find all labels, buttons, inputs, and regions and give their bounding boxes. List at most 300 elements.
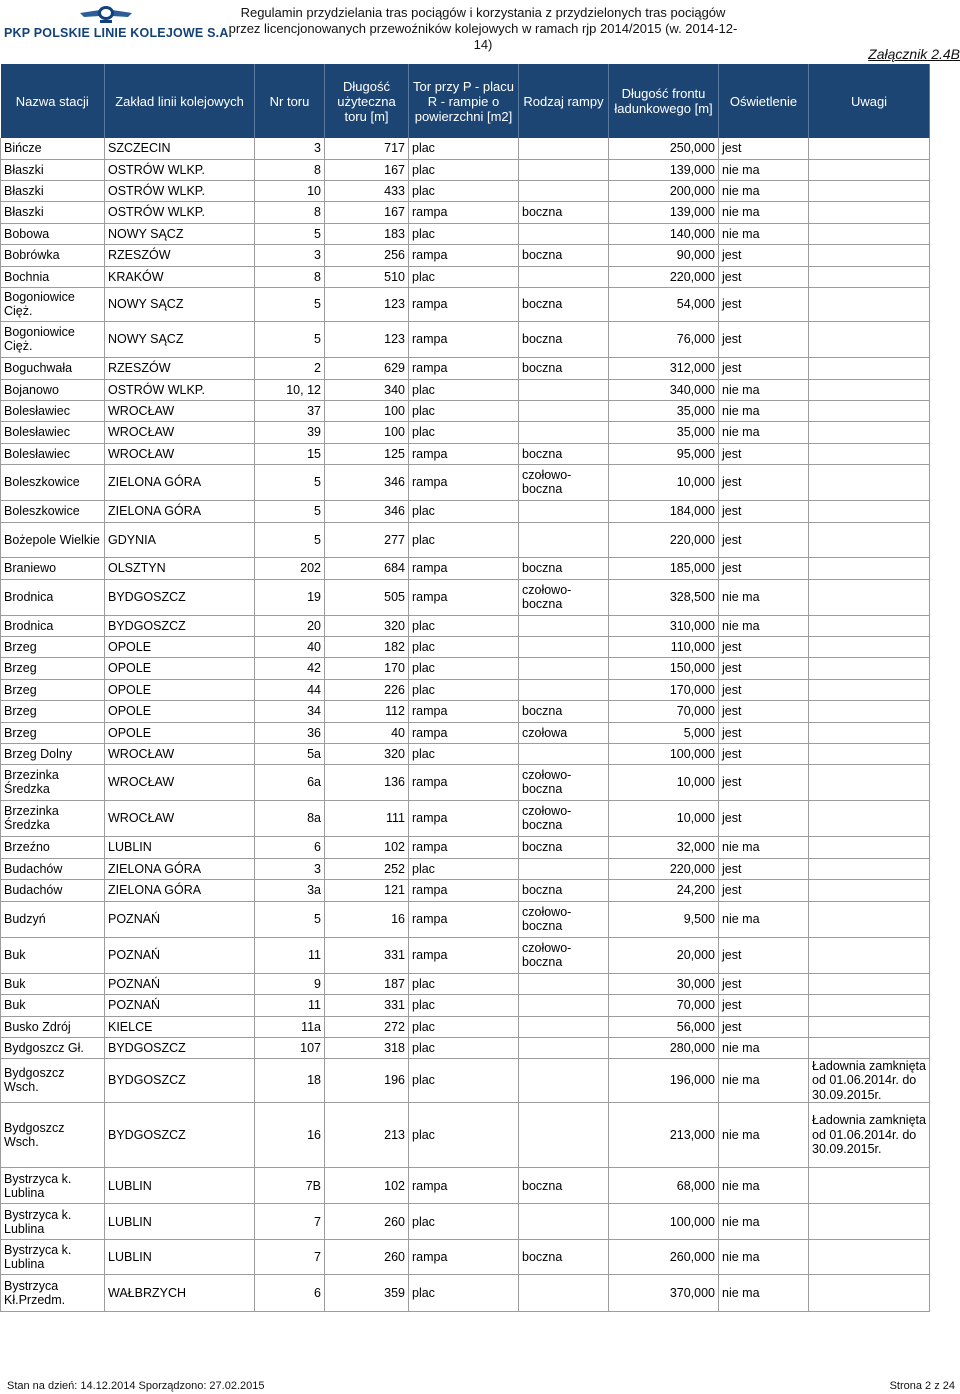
cell-track-number: 107 — [255, 1037, 325, 1058]
cell-station-name: Bolesławiec — [1, 400, 105, 421]
cell-track-number: 6a — [255, 764, 325, 800]
cell-loading-front-length: 220,000 — [609, 522, 719, 557]
cell-line-unit: BYDGOSZCZ — [105, 579, 255, 615]
cell-track-number: 5 — [255, 321, 325, 357]
cell-lighting: nie ma — [719, 421, 809, 443]
annex-label: Załącznik 2.4B — [868, 46, 960, 62]
title-line-1: Regulamin przydzielania tras pociągów i korzystania z przydzielonych tras pociągów — [240, 5, 726, 20]
cell-station-name: Buk — [1, 994, 105, 1016]
cell-station-name: Brodnica — [1, 615, 105, 636]
cell-track-number: 36 — [255, 722, 325, 743]
table-row — [1, 1168, 930, 1204]
table-row — [1, 743, 930, 764]
cell-station-name: Bobowa — [1, 223, 105, 244]
cell-area-type: rampa — [409, 579, 519, 615]
cell-lighting: jest — [719, 973, 809, 994]
cell-track-number: 19 — [255, 579, 325, 615]
cell-lighting: jest — [719, 500, 809, 522]
table-row — [1, 1016, 930, 1037]
cell-station-name: Bochnia — [1, 266, 105, 287]
document-title — [228, 5, 738, 53]
cell-track-length: 340 — [325, 379, 409, 400]
cell-ramp-type — [519, 223, 609, 244]
cell-track-length: 167 — [325, 159, 409, 180]
cell-lighting: jest — [719, 764, 809, 800]
cell-loading-front-length: 370,000 — [609, 1275, 719, 1312]
cell-loading-front-length: 139,000 — [609, 159, 719, 180]
cell-ramp-type: boczna — [519, 321, 609, 357]
cell-station-name: Brzeg — [1, 722, 105, 743]
cell-remarks — [809, 901, 930, 937]
cell-loading-front-length: 20,000 — [609, 937, 719, 973]
cell-track-number: 9 — [255, 973, 325, 994]
table-row — [1, 500, 930, 522]
cell-track-length: 40 — [325, 722, 409, 743]
cell-remarks — [809, 357, 930, 379]
cell-line-unit: WROCŁAW — [105, 800, 255, 836]
cell-area-type: plac — [409, 1058, 519, 1103]
cell-track-number: 5 — [255, 287, 325, 321]
cell-area-type: rampa — [409, 800, 519, 836]
cell-remarks — [809, 700, 930, 722]
table-row — [1, 700, 930, 722]
cell-line-unit: ZIELONA GÓRA — [105, 879, 255, 901]
cell-remarks — [809, 421, 930, 443]
cell-lighting: nie ma — [719, 1058, 809, 1103]
cell-loading-front-length: 100,000 — [609, 743, 719, 764]
cell-line-unit: OPOLE — [105, 722, 255, 743]
table-row — [1, 244, 930, 266]
cell-ramp-type: boczna — [519, 836, 609, 858]
column-header-track-length: Długość użyteczna toru [m] — [325, 64, 409, 138]
cell-loading-front-length: 328,500 — [609, 579, 719, 615]
cell-line-unit: SZCZECIN — [105, 138, 255, 159]
cell-loading-front-length: 250,000 — [609, 138, 719, 159]
cell-line-unit: RZESZÓW — [105, 244, 255, 266]
cell-ramp-type — [519, 636, 609, 657]
cell-ramp-type — [519, 1103, 609, 1168]
cell-station-name: Brzeg — [1, 636, 105, 657]
cell-lighting: jest — [719, 321, 809, 357]
cell-lighting: jest — [719, 1016, 809, 1037]
cell-remarks — [809, 400, 930, 421]
cell-ramp-type — [519, 266, 609, 287]
cell-lighting: nie ma — [719, 400, 809, 421]
cell-area-type: rampa — [409, 879, 519, 901]
cell-track-number: 5 — [255, 464, 325, 500]
cell-area-type: plac — [409, 1275, 519, 1312]
cell-remarks — [809, 223, 930, 244]
cell-area-type: plac — [409, 500, 519, 522]
cell-area-type: rampa — [409, 764, 519, 800]
cell-track-length: 123 — [325, 321, 409, 357]
table-row — [1, 722, 930, 743]
cell-lighting: nie ma — [719, 1103, 809, 1168]
column-header-ramp-type: Rodzaj rampy — [519, 64, 609, 138]
cell-area-type: plac — [409, 223, 519, 244]
cell-ramp-type: boczna — [519, 557, 609, 579]
cell-track-length: 320 — [325, 615, 409, 636]
cell-remarks — [809, 557, 930, 579]
cell-lighting: nie ma — [719, 379, 809, 400]
cell-track-length: 125 — [325, 443, 409, 464]
cell-line-unit: LUBLIN — [105, 836, 255, 858]
cell-lighting: jest — [719, 700, 809, 722]
cell-ramp-type — [519, 1016, 609, 1037]
cell-remarks — [809, 657, 930, 679]
column-header-station-name: Nazwa stacji — [1, 64, 105, 138]
cell-lighting: jest — [719, 464, 809, 500]
cell-line-unit: OSTRÓW WLKP. — [105, 201, 255, 223]
cell-lighting: jest — [719, 522, 809, 557]
cell-track-number: 16 — [255, 1103, 325, 1168]
cell-area-type: rampa — [409, 244, 519, 266]
cell-line-unit: BYDGOSZCZ — [105, 1058, 255, 1103]
cell-station-name: Błaszki — [1, 159, 105, 180]
table-row — [1, 579, 930, 615]
cell-loading-front-length: 220,000 — [609, 858, 719, 879]
cell-lighting: jest — [719, 994, 809, 1016]
cell-lighting: nie ma — [719, 901, 809, 937]
cell-track-length: 510 — [325, 266, 409, 287]
cell-area-type: rampa — [409, 722, 519, 743]
table-row — [1, 421, 930, 443]
table-header — [1, 64, 930, 138]
cell-track-length: 183 — [325, 223, 409, 244]
cell-line-unit: OSTRÓW WLKP. — [105, 180, 255, 201]
cell-track-number: 5 — [255, 500, 325, 522]
column-header-loading-front-length: Długość frontu ładunkowego [m] — [609, 64, 719, 138]
cell-station-name: Brzeg — [1, 700, 105, 722]
cell-line-unit: BYDGOSZCZ — [105, 1103, 255, 1168]
cell-area-type: plac — [409, 858, 519, 879]
cell-loading-front-length: 110,000 — [609, 636, 719, 657]
cell-line-unit: WROCŁAW — [105, 421, 255, 443]
cell-remarks — [809, 287, 930, 321]
cell-track-number: 6 — [255, 1275, 325, 1312]
cell-line-unit: WROCŁAW — [105, 743, 255, 764]
table-row — [1, 679, 930, 700]
cell-track-number: 3 — [255, 858, 325, 879]
cell-station-name: Buk — [1, 973, 105, 994]
cell-track-number: 39 — [255, 421, 325, 443]
cell-track-length: 505 — [325, 579, 409, 615]
cell-station-name: Boleszkowice — [1, 464, 105, 500]
cell-station-name: Brzeg — [1, 657, 105, 679]
cell-station-name: Bińcze — [1, 138, 105, 159]
cell-ramp-type — [519, 615, 609, 636]
cell-line-unit: WAŁBRZYCH — [105, 1275, 255, 1312]
cell-remarks — [809, 836, 930, 858]
table-row — [1, 994, 930, 1016]
cell-station-name: Boguchwała — [1, 357, 105, 379]
table-row — [1, 557, 930, 579]
cell-lighting: jest — [719, 287, 809, 321]
cell-ramp-type — [519, 679, 609, 700]
cell-lighting: jest — [719, 937, 809, 973]
cell-lighting: jest — [719, 443, 809, 464]
cell-loading-front-length: 340,000 — [609, 379, 719, 400]
cell-ramp-type: czołowo-boczna — [519, 901, 609, 937]
cell-track-length: 260 — [325, 1204, 409, 1240]
cell-track-number: 10 — [255, 180, 325, 201]
cell-loading-front-length: 196,000 — [609, 1058, 719, 1103]
cell-station-name: Brzeg Dolny — [1, 743, 105, 764]
table-row — [1, 357, 930, 379]
table-row — [1, 266, 930, 287]
table-row — [1, 879, 930, 901]
title-line-2: przez licencjonowanych przewoźników kolejowych w ramach rjp 2014/2015 (w. 2014-12-14) — [228, 21, 738, 52]
cell-lighting: jest — [719, 636, 809, 657]
cell-track-number: 7B — [255, 1168, 325, 1204]
cell-track-length: 167 — [325, 201, 409, 223]
cell-line-unit: OPOLE — [105, 636, 255, 657]
cell-lighting: nie ma — [719, 579, 809, 615]
cell-track-number: 34 — [255, 700, 325, 722]
table-row — [1, 287, 930, 321]
column-header-lighting: Oświetlenie — [719, 64, 809, 138]
cell-lighting: nie ma — [719, 615, 809, 636]
cell-track-number: 11a — [255, 1016, 325, 1037]
table-row — [1, 800, 930, 836]
cell-station-name: Brzezinka Średzka — [1, 800, 105, 836]
cell-loading-front-length: 312,000 — [609, 357, 719, 379]
cell-track-number: 44 — [255, 679, 325, 700]
cell-station-name: Bystrzyca k. Lublina — [1, 1204, 105, 1240]
cell-area-type: plac — [409, 657, 519, 679]
table-row — [1, 223, 930, 244]
table-row — [1, 201, 930, 223]
header-row — [1, 64, 930, 138]
table-row — [1, 400, 930, 421]
cell-ramp-type — [519, 522, 609, 557]
cell-track-length: 359 — [325, 1275, 409, 1312]
cell-track-length: 629 — [325, 357, 409, 379]
cell-track-length: 121 — [325, 879, 409, 901]
table-row — [1, 180, 930, 201]
table-row — [1, 1275, 930, 1312]
cell-remarks — [809, 764, 930, 800]
cell-ramp-type — [519, 1204, 609, 1240]
cell-ramp-type — [519, 159, 609, 180]
cell-station-name: Bożepole Wielkie — [1, 522, 105, 557]
cell-track-number: 11 — [255, 994, 325, 1016]
cell-area-type: plac — [409, 180, 519, 201]
cell-area-type: rampa — [409, 1168, 519, 1204]
table-row — [1, 764, 930, 800]
cell-line-unit: OLSZTYN — [105, 557, 255, 579]
table-row — [1, 1240, 930, 1275]
cell-remarks — [809, 994, 930, 1016]
cell-track-length: 102 — [325, 1168, 409, 1204]
column-header-line-unit: Zakład linii kolejowych — [105, 64, 255, 138]
cell-ramp-type — [519, 657, 609, 679]
cell-track-length: 684 — [325, 557, 409, 579]
cell-area-type: plac — [409, 400, 519, 421]
cell-loading-front-length: 90,000 — [609, 244, 719, 266]
cell-ramp-type: czołowo-boczna — [519, 937, 609, 973]
cell-track-length: 226 — [325, 679, 409, 700]
cell-ramp-type: boczna — [519, 1168, 609, 1204]
cell-track-length: 272 — [325, 1016, 409, 1037]
cell-track-number: 3a — [255, 879, 325, 901]
cell-area-type: plac — [409, 266, 519, 287]
cell-area-type: rampa — [409, 1240, 519, 1275]
table-row — [1, 1204, 930, 1240]
cell-loading-front-length: 184,000 — [609, 500, 719, 522]
cell-line-unit: WROCŁAW — [105, 400, 255, 421]
cell-station-name: Bystrzyca k. Lublina — [1, 1240, 105, 1275]
cell-line-unit: POZNAŃ — [105, 973, 255, 994]
cell-station-name: Błaszki — [1, 201, 105, 223]
cell-ramp-type — [519, 180, 609, 201]
cell-track-number: 5a — [255, 743, 325, 764]
cell-remarks — [809, 879, 930, 901]
cell-lighting: nie ma — [719, 836, 809, 858]
cell-station-name: Brodnica — [1, 579, 105, 615]
cell-track-number: 3 — [255, 244, 325, 266]
cell-lighting: jest — [719, 800, 809, 836]
cell-line-unit: OPOLE — [105, 700, 255, 722]
cell-remarks — [809, 443, 930, 464]
cell-remarks — [809, 858, 930, 879]
table-row — [1, 1058, 930, 1103]
cell-remarks — [809, 579, 930, 615]
table-row — [1, 464, 930, 500]
cell-lighting: nie ma — [719, 180, 809, 201]
cell-line-unit: BYDGOSZCZ — [105, 1037, 255, 1058]
cell-station-name: Budachów — [1, 879, 105, 901]
cell-ramp-type — [519, 400, 609, 421]
cell-remarks — [809, 266, 930, 287]
cell-area-type: rampa — [409, 201, 519, 223]
cell-line-unit: OPOLE — [105, 679, 255, 700]
cell-line-unit: NOWY SĄCZ — [105, 287, 255, 321]
cell-area-type: plac — [409, 636, 519, 657]
cell-loading-front-length: 30,000 — [609, 973, 719, 994]
cell-ramp-type — [519, 379, 609, 400]
cell-lighting: jest — [719, 679, 809, 700]
cell-track-number: 8a — [255, 800, 325, 836]
cell-ramp-type: boczna — [519, 1240, 609, 1275]
cell-loading-front-length: 76,000 — [609, 321, 719, 357]
cell-ramp-type: boczna — [519, 287, 609, 321]
cell-track-number: 6 — [255, 836, 325, 858]
cell-station-name: Brzeźno — [1, 836, 105, 858]
cell-ramp-type: czołowo-boczna — [519, 800, 609, 836]
cell-station-name: Brzezinka Średzka — [1, 764, 105, 800]
cell-loading-front-length: 100,000 — [609, 1204, 719, 1240]
cell-station-name: Bobrówka — [1, 244, 105, 266]
cell-area-type: rampa — [409, 321, 519, 357]
cell-station-name: Bolesławiec — [1, 421, 105, 443]
cell-line-unit: POZNAŃ — [105, 937, 255, 973]
table-row — [1, 321, 930, 357]
cell-line-unit: ZIELONA GÓRA — [105, 464, 255, 500]
cell-loading-front-length: 185,000 — [609, 557, 719, 579]
cell-track-length: 346 — [325, 464, 409, 500]
cell-area-type: rampa — [409, 557, 519, 579]
cell-ramp-type: boczna — [519, 244, 609, 266]
cell-remarks — [809, 522, 930, 557]
loading-facilities-table — [0, 64, 930, 1312]
cell-track-number: 15 — [255, 443, 325, 464]
cell-lighting: nie ma — [719, 1204, 809, 1240]
table-body — [1, 138, 930, 1312]
cell-area-type: plac — [409, 973, 519, 994]
cell-area-type: plac — [409, 159, 519, 180]
cell-area-type: rampa — [409, 700, 519, 722]
cell-area-type: plac — [409, 743, 519, 764]
cell-ramp-type: boczna — [519, 700, 609, 722]
cell-track-length: 256 — [325, 244, 409, 266]
cell-lighting: jest — [719, 557, 809, 579]
logo-text: PKP POLSKIE LINIE KOLEJOWE S.A. — [4, 26, 233, 40]
cell-area-type: rampa — [409, 443, 519, 464]
cell-remarks — [809, 1240, 930, 1275]
cell-ramp-type: boczna — [519, 357, 609, 379]
cell-station-name: Bolesławiec — [1, 443, 105, 464]
table-row — [1, 937, 930, 973]
cell-line-unit: OSTRÓW WLKP. — [105, 379, 255, 400]
cell-track-number: 5 — [255, 901, 325, 937]
cell-remarks — [809, 1275, 930, 1312]
cell-remarks — [809, 321, 930, 357]
cell-ramp-type: boczna — [519, 443, 609, 464]
cell-track-number: 5 — [255, 223, 325, 244]
cell-ramp-type — [519, 1037, 609, 1058]
cell-station-name: Bogoniowice Cięż. — [1, 287, 105, 321]
cell-track-number: 11 — [255, 937, 325, 973]
cell-lighting: jest — [719, 357, 809, 379]
cell-loading-front-length: 213,000 — [609, 1103, 719, 1168]
cell-lighting: jest — [719, 858, 809, 879]
cell-loading-front-length: 35,000 — [609, 421, 719, 443]
cell-lighting: jest — [719, 138, 809, 159]
cell-track-number: 20 — [255, 615, 325, 636]
cell-remarks — [809, 379, 930, 400]
cell-ramp-type: boczna — [519, 201, 609, 223]
cell-area-type: rampa — [409, 937, 519, 973]
footer-dates: Stan na dzień: 14.12.2014 Sporządzono: 27.02.2015 — [7, 1380, 265, 1392]
cell-track-length: 331 — [325, 994, 409, 1016]
cell-loading-front-length: 24,200 — [609, 879, 719, 901]
cell-remarks — [809, 800, 930, 836]
cell-lighting: jest — [719, 722, 809, 743]
cell-track-number: 40 — [255, 636, 325, 657]
cell-area-type: plac — [409, 1016, 519, 1037]
cell-remarks — [809, 500, 930, 522]
cell-track-number: 37 — [255, 400, 325, 421]
table-row — [1, 636, 930, 657]
cell-remarks — [809, 244, 930, 266]
cell-lighting: nie ma — [719, 223, 809, 244]
cell-station-name: Busko Zdrój — [1, 1016, 105, 1037]
cell-track-length: 187 — [325, 973, 409, 994]
cell-lighting: nie ma — [719, 1168, 809, 1204]
cell-ramp-type — [519, 500, 609, 522]
table-row — [1, 1103, 930, 1168]
cell-area-type: plac — [409, 138, 519, 159]
table-row — [1, 379, 930, 400]
cell-loading-front-length: 10,000 — [609, 764, 719, 800]
cell-loading-front-length: 260,000 — [609, 1240, 719, 1275]
cell-lighting: jest — [719, 244, 809, 266]
cell-ramp-type — [519, 858, 609, 879]
cell-station-name: Bogoniowice Cięż. — [1, 321, 105, 357]
cell-track-length: 100 — [325, 421, 409, 443]
cell-track-length: 16 — [325, 901, 409, 937]
